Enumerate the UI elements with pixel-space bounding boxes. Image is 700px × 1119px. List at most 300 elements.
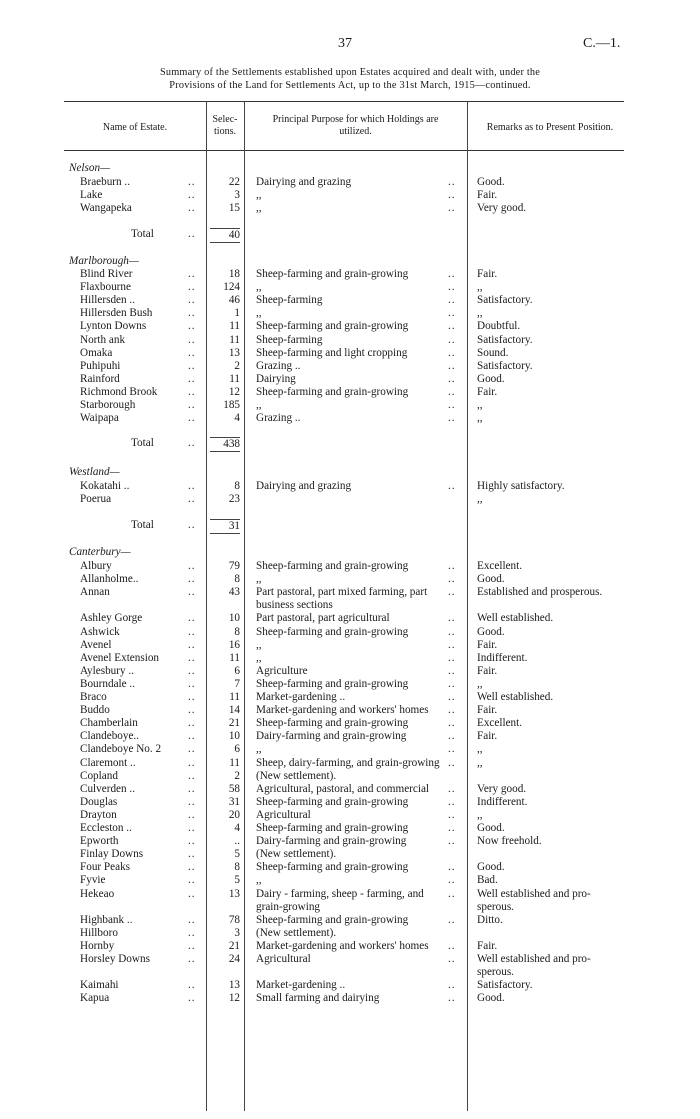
principal-purpose: ,, <box>256 638 262 651</box>
estate-name: Aylesbury .. <box>80 664 134 677</box>
remarks-text: ,, <box>477 756 483 769</box>
leader-dots: .. <box>188 887 196 900</box>
leader-dots: .. <box>188 979 196 992</box>
leader-dots: .. <box>188 808 196 821</box>
total-label: Total <box>131 228 154 240</box>
principal-purpose: Agricultural, pastoral, and commercial <box>256 782 430 795</box>
selections-count: 14 <box>228 704 240 717</box>
leader-dots: .. <box>188 333 196 346</box>
title-line-1: Summary of the Settlements established upon Estates acquired and dealt with, under the <box>159 67 541 78</box>
estate-name: Poerua <box>80 493 112 506</box>
selections-header-line-1: Selec- <box>212 114 238 125</box>
selections-count: 1 <box>234 307 240 320</box>
estate-name: Avenel Extension <box>80 651 160 664</box>
column-header-selections <box>207 114 243 138</box>
selections-count: 18 <box>228 268 240 280</box>
page-number: 37 <box>338 36 352 51</box>
leader-dots: .. <box>188 612 196 625</box>
leader-dots: .. <box>188 730 196 743</box>
estate-name: Richmond Brook <box>80 385 158 398</box>
leader-dots: .. <box>188 717 196 730</box>
selections-count: 2 <box>234 359 240 372</box>
principal-purpose: Sheep-farming and grain-growing <box>256 913 409 926</box>
leader-dots: .. <box>448 939 456 952</box>
leader-dots: .. <box>188 769 196 782</box>
column-header-estate: Name of Estate. <box>102 122 168 133</box>
leader-dots: .. <box>448 480 456 492</box>
selections-count: 11 <box>229 651 240 664</box>
selections-count: 11 <box>229 756 240 769</box>
principal-purpose: Sheep, dairy-farming, and grain-growing <box>256 756 440 769</box>
remarks-text: Excellent. <box>477 560 523 572</box>
leader-dots: .. <box>448 835 456 848</box>
table-row <box>0 573 700 586</box>
principal-purpose: Dairy-farming and grain-growing <box>256 730 407 743</box>
selections-count: 185 <box>223 399 240 411</box>
remarks-text: ,, <box>477 412 483 425</box>
leader-dots: .. <box>188 189 196 202</box>
principal-purpose: Market-gardening and workers' homes <box>256 704 429 717</box>
leader-dots: .. <box>448 717 456 730</box>
leader-dots: .. <box>448 372 456 385</box>
summary-title <box>60 66 640 92</box>
leader-dots: .. <box>188 573 196 586</box>
remarks-text: Excellent. <box>477 717 523 730</box>
table-row <box>0 399 700 412</box>
principal-purpose: grain-growing <box>256 900 321 913</box>
selections-count: 23 <box>228 493 240 506</box>
remarks-text: Highly satisfactory. <box>477 480 565 492</box>
leader-dots: .. <box>448 887 456 900</box>
principal-purpose: Sheep-farming <box>256 294 323 307</box>
remarks-text: Doubtful. <box>477 320 521 333</box>
estate-name: Four Peaks <box>80 861 131 874</box>
estate-name: Eccleston .. <box>80 822 132 834</box>
remarks-text: Good. <box>477 573 505 586</box>
leader-dots: .. <box>188 835 196 848</box>
principal-purpose: ,, <box>256 651 262 664</box>
leader-dots: .. <box>188 560 196 572</box>
table-row <box>0 783 700 796</box>
estate-name: Drayton <box>80 808 117 821</box>
selections-count: 58 <box>228 782 240 795</box>
table-row <box>0 888 700 901</box>
principal-purpose: ,, <box>256 189 262 202</box>
principal-purpose: Dairying <box>256 372 296 385</box>
estate-name: Flaxbourne <box>80 281 131 294</box>
estate-name: Wangapeka <box>80 202 132 215</box>
estate-name: Kaimahi <box>80 979 119 992</box>
title-line-2: Provisions of the Land for Settlements Act, up to the 31st March, 1915—continued. <box>169 80 531 91</box>
remarks-text: Fair. <box>477 939 498 952</box>
remarks-text: Fair. <box>477 730 498 743</box>
selections-count: 4 <box>234 412 240 425</box>
remarks-text: Fair. <box>477 268 498 280</box>
leader-dots: .. <box>188 480 196 492</box>
selections-count: 43 <box>228 586 240 599</box>
estate-name: Kokatahi .. <box>80 480 130 492</box>
estate-name: Claremont .. <box>80 756 136 769</box>
leader-dots: .. <box>188 704 196 717</box>
estate-name: Lake <box>80 189 103 202</box>
estate-name: Hornby <box>80 939 115 952</box>
selections-count: 10 <box>228 730 240 743</box>
total-row <box>0 519 700 532</box>
leader-dots: .. <box>188 372 196 385</box>
estate-name: Rainford <box>80 372 120 385</box>
table-row <box>0 493 700 506</box>
remarks-text: Indifferent. <box>477 795 528 808</box>
principal-purpose: ,, <box>256 281 262 294</box>
leader-dots: .. <box>448 385 456 398</box>
total-label: Total <box>131 519 154 531</box>
table-row <box>0 979 700 992</box>
leader-dots: .. <box>188 399 196 411</box>
leader-dots: .. <box>448 730 456 743</box>
leader-dots: .. <box>188 874 196 887</box>
table-row <box>0 704 700 717</box>
selections-count: 13 <box>228 979 240 992</box>
estate-name: Douglas <box>80 795 118 808</box>
table-row <box>0 480 700 493</box>
table-row <box>0 386 700 399</box>
leader-dots: .. <box>188 625 196 638</box>
table-row <box>0 373 700 386</box>
leader-dots: .. <box>188 756 196 769</box>
table-row <box>0 796 700 809</box>
leader-dots: .. <box>448 307 456 320</box>
estate-name: Lynton Downs <box>80 320 147 333</box>
selections-count: 46 <box>228 294 240 307</box>
remarks-text: Satisfactory. <box>477 333 533 346</box>
table-row <box>0 176 700 189</box>
selections-count: 4 <box>234 822 240 834</box>
table-row <box>0 652 700 665</box>
estate-name: Highbank .. <box>80 913 133 926</box>
table-row <box>0 914 700 927</box>
remarks-text: ,, <box>477 743 483 756</box>
table-row <box>0 626 700 639</box>
leader-dots: .. <box>188 385 196 398</box>
leader-dots: .. <box>188 202 196 215</box>
estate-name: Braeburn .. <box>80 176 131 188</box>
region-heading: Nelson— <box>69 162 111 174</box>
table-row <box>0 294 700 307</box>
principal-purpose: Market-gardening .. <box>256 691 346 703</box>
principal-purpose: Sheep-farming and grain-growing <box>256 385 409 398</box>
leader-dots: .. <box>448 294 456 307</box>
leader-dots: .. <box>188 268 196 280</box>
remarks-text: Good. <box>477 992 505 1005</box>
leader-dots: .. <box>448 874 456 887</box>
leader-dots: .. <box>448 268 456 280</box>
leader-dots: .. <box>448 573 456 586</box>
leader-dots: .. <box>448 756 456 769</box>
leader-dots: .. <box>188 913 196 926</box>
leader-dots: .. <box>448 808 456 821</box>
selections-count: 5 <box>234 874 240 887</box>
leader-dots: .. <box>448 346 456 359</box>
estate-name: Hekeao <box>80 887 115 900</box>
table-row <box>0 953 700 966</box>
table-row <box>0 612 700 625</box>
remarks-text: Good. <box>477 372 505 385</box>
leader-dots: .. <box>448 586 456 599</box>
remarks-text: Very good. <box>477 782 527 795</box>
table-row <box>0 966 700 979</box>
estate-name: Waipapa <box>80 412 119 425</box>
table-row <box>0 770 700 783</box>
leader-dots: .. <box>188 953 196 965</box>
estate-name: Starborough <box>80 399 136 411</box>
table-row <box>0 586 700 599</box>
table-top-rule <box>64 101 624 102</box>
leader-dots: .. <box>448 359 456 372</box>
table-row <box>0 599 700 612</box>
principal-purpose: ,, <box>256 202 262 215</box>
leader-dots: .. <box>188 651 196 664</box>
total-value: 31 <box>210 519 240 534</box>
leader-dots: .. <box>448 743 456 756</box>
leader-dots: .. <box>188 861 196 874</box>
leader-dots: .. <box>188 176 196 188</box>
leader-dots: .. <box>188 412 196 425</box>
region-heading: Westland— <box>69 466 120 478</box>
table-row <box>0 281 700 294</box>
estate-name: North ank <box>80 333 126 346</box>
selections-count: 11 <box>229 320 240 333</box>
remarks-text: ,, <box>477 399 483 411</box>
table-row <box>0 307 700 320</box>
principal-purpose: Small farming and dairying <box>256 992 380 1005</box>
remarks-text: Fair. <box>477 385 498 398</box>
principal-purpose: Market-gardening and workers' homes <box>256 939 429 952</box>
principal-purpose: Sheep-farming and grain-growing <box>256 795 409 808</box>
table-row <box>0 848 700 861</box>
leader-dots: .. <box>448 560 456 572</box>
leader-dots: .. <box>448 176 456 188</box>
principal-purpose: Grazing .. <box>256 412 301 425</box>
estate-name: Finlay Downs <box>80 848 144 861</box>
remarks-text: Good. <box>477 176 505 188</box>
remarks-text: Well established. <box>477 612 554 625</box>
table-row <box>0 717 700 730</box>
remarks-text: Fair. <box>477 704 498 717</box>
table-row <box>0 665 700 678</box>
remarks-text: Sound. <box>477 346 509 359</box>
total-value: 40 <box>210 228 240 243</box>
purpose-header-line-1: Principal Purpose for which Holdings are <box>272 114 439 125</box>
table-row <box>0 268 700 281</box>
selections-count: 8 <box>234 861 240 874</box>
principal-purpose: ,, <box>256 307 262 320</box>
leader-dots: .. <box>188 519 196 531</box>
leader-dots: .. <box>188 795 196 808</box>
total-value: 438 <box>210 437 240 452</box>
leader-dots: .. <box>448 399 456 411</box>
remarks-text: sperous. <box>477 966 514 979</box>
document-reference: C.—1. <box>583 36 621 51</box>
leader-dots: .. <box>448 704 456 717</box>
leader-dots: .. <box>188 848 196 861</box>
estate-name: Clandeboye No. 2 <box>80 743 162 756</box>
remarks-text: Satisfactory. <box>477 979 533 992</box>
selections-count: 8 <box>234 480 240 492</box>
table-row <box>0 992 700 1005</box>
selections-count: .. <box>234 835 240 848</box>
leader-dots: .. <box>188 281 196 294</box>
leader-dots: .. <box>188 493 196 506</box>
remarks-text: Fair. <box>477 664 498 677</box>
leader-dots: .. <box>448 320 456 333</box>
table-row <box>0 334 700 347</box>
principal-purpose: Dairying and grazing <box>256 176 352 188</box>
remarks-text: ,, <box>477 808 483 821</box>
estate-name: Ashwick <box>80 625 120 638</box>
table-header-rule <box>64 150 624 151</box>
selections-count: 79 <box>228 560 240 572</box>
table-row <box>0 560 700 573</box>
estate-name: Omaka <box>80 346 113 359</box>
remarks-text: Fair. <box>477 189 498 202</box>
table-row <box>0 835 700 848</box>
estate-name: Bourndale .. <box>80 677 135 690</box>
leader-dots: .. <box>188 677 196 690</box>
remarks-text: Well established and pro- <box>477 953 591 965</box>
estate-name: Chamberlain <box>80 717 138 730</box>
selections-count: 15 <box>228 202 240 215</box>
estate-name: Epworth <box>80 835 119 848</box>
selections-count: 2 <box>234 769 240 782</box>
principal-purpose: (New settlement). <box>256 926 337 939</box>
estate-name: Blind River <box>80 268 133 280</box>
selections-count: 16 <box>228 638 240 651</box>
selections-count: 12 <box>228 385 240 398</box>
selections-count: 8 <box>234 625 240 638</box>
leader-dots: .. <box>188 691 196 703</box>
table-row <box>0 861 700 874</box>
leader-dots: .. <box>448 953 456 965</box>
leader-dots: .. <box>448 412 456 425</box>
leader-dots: .. <box>188 664 196 677</box>
remarks-text: ,, <box>477 493 483 506</box>
principal-purpose: business sections <box>256 599 333 612</box>
estate-name: Clandeboye.. <box>80 730 140 743</box>
leader-dots: .. <box>188 992 196 1005</box>
selections-count: 21 <box>228 717 240 730</box>
selections-count: 6 <box>234 743 240 756</box>
principal-purpose: Sheep-farming and grain-growing <box>256 268 409 280</box>
selections-count: 11 <box>229 333 240 346</box>
remarks-text: Ditto. <box>477 913 503 926</box>
leader-dots: .. <box>448 782 456 795</box>
total-row <box>0 437 700 450</box>
selections-count: 12 <box>228 992 240 1005</box>
estate-name: Albury <box>80 560 112 572</box>
principal-purpose: Agricultural <box>256 808 311 821</box>
principal-purpose: Sheep-farming and grain-growing <box>256 861 409 874</box>
selections-count: 3 <box>234 189 240 202</box>
leader-dots: .. <box>188 437 196 449</box>
estate-name: Hillboro <box>80 926 118 939</box>
remarks-text: Bad. <box>477 874 498 887</box>
leader-dots: .. <box>188 228 196 240</box>
table-row <box>0 639 700 652</box>
remarks-text: Satisfactory. <box>477 294 533 307</box>
region-heading: Canterbury— <box>69 546 131 558</box>
remarks-text: Well established. <box>477 691 554 703</box>
selections-count: 124 <box>223 281 240 294</box>
principal-purpose: (New settlement). <box>256 848 337 861</box>
table-row <box>0 360 700 373</box>
leader-dots: .. <box>188 743 196 756</box>
table-row <box>0 320 700 333</box>
table-row <box>0 347 700 360</box>
leader-dots: .. <box>448 625 456 638</box>
remarks-text: Now freehold. <box>477 835 542 848</box>
total-label: Total <box>131 437 154 449</box>
estate-name: Ashley Gorge <box>80 612 143 625</box>
principal-purpose: Sheep-farming and grain-growing <box>256 822 409 834</box>
selections-header-line-2: tions. <box>214 126 236 137</box>
leader-dots: .. <box>448 189 456 202</box>
principal-purpose: Sheep-farming and grain-growing <box>256 625 409 638</box>
leader-dots: .. <box>188 320 196 333</box>
table-row <box>0 678 700 691</box>
remarks-text: Good. <box>477 822 505 834</box>
selections-count: 31 <box>228 795 240 808</box>
leader-dots: .. <box>188 782 196 795</box>
principal-purpose: Sheep-farming and grain-growing <box>256 717 409 730</box>
principal-purpose: ,, <box>256 573 262 586</box>
total-row <box>0 228 700 241</box>
selections-count: 78 <box>228 913 240 926</box>
principal-purpose: Part pastoral, part mixed farming, part <box>256 586 428 599</box>
remarks-text: ,, <box>477 281 483 294</box>
remarks-text: Established and prosperous. <box>477 586 603 599</box>
remarks-text: sperous. <box>477 900 514 913</box>
selections-count: 13 <box>228 887 240 900</box>
principal-purpose: Part pastoral, part agricultural <box>256 612 390 625</box>
table-row <box>0 202 700 215</box>
leader-dots: .. <box>448 333 456 346</box>
remarks-text: Good. <box>477 861 505 874</box>
table-row <box>0 743 700 756</box>
principal-purpose: ,, <box>256 399 262 411</box>
principal-purpose: Sheep-farming and light cropping <box>256 346 408 359</box>
principal-purpose: Dairy - farming, sheep - farming, and <box>256 887 424 900</box>
estate-name: Hillersden .. <box>80 294 135 307</box>
selections-count: 20 <box>228 808 240 821</box>
leader-dots: .. <box>188 822 196 834</box>
purpose-header-line-2: utilized. <box>339 126 372 137</box>
estate-name: Horsley Downs <box>80 953 150 965</box>
leader-dots: .. <box>448 651 456 664</box>
leader-dots: .. <box>448 691 456 703</box>
principal-purpose: Dairy-farming and grain-growing <box>256 835 407 848</box>
remarks-text: Indifferent. <box>477 651 528 664</box>
remarks-text: ,, <box>477 307 483 320</box>
principal-purpose: ,, <box>256 874 262 887</box>
principal-purpose: Agricultural <box>256 953 311 965</box>
leader-dots: .. <box>448 638 456 651</box>
remarks-text: ,, <box>477 677 483 690</box>
leader-dots: .. <box>448 612 456 625</box>
selections-count: 13 <box>228 346 240 359</box>
leader-dots: .. <box>188 307 196 320</box>
selections-count: 11 <box>229 372 240 385</box>
leader-dots: .. <box>448 913 456 926</box>
